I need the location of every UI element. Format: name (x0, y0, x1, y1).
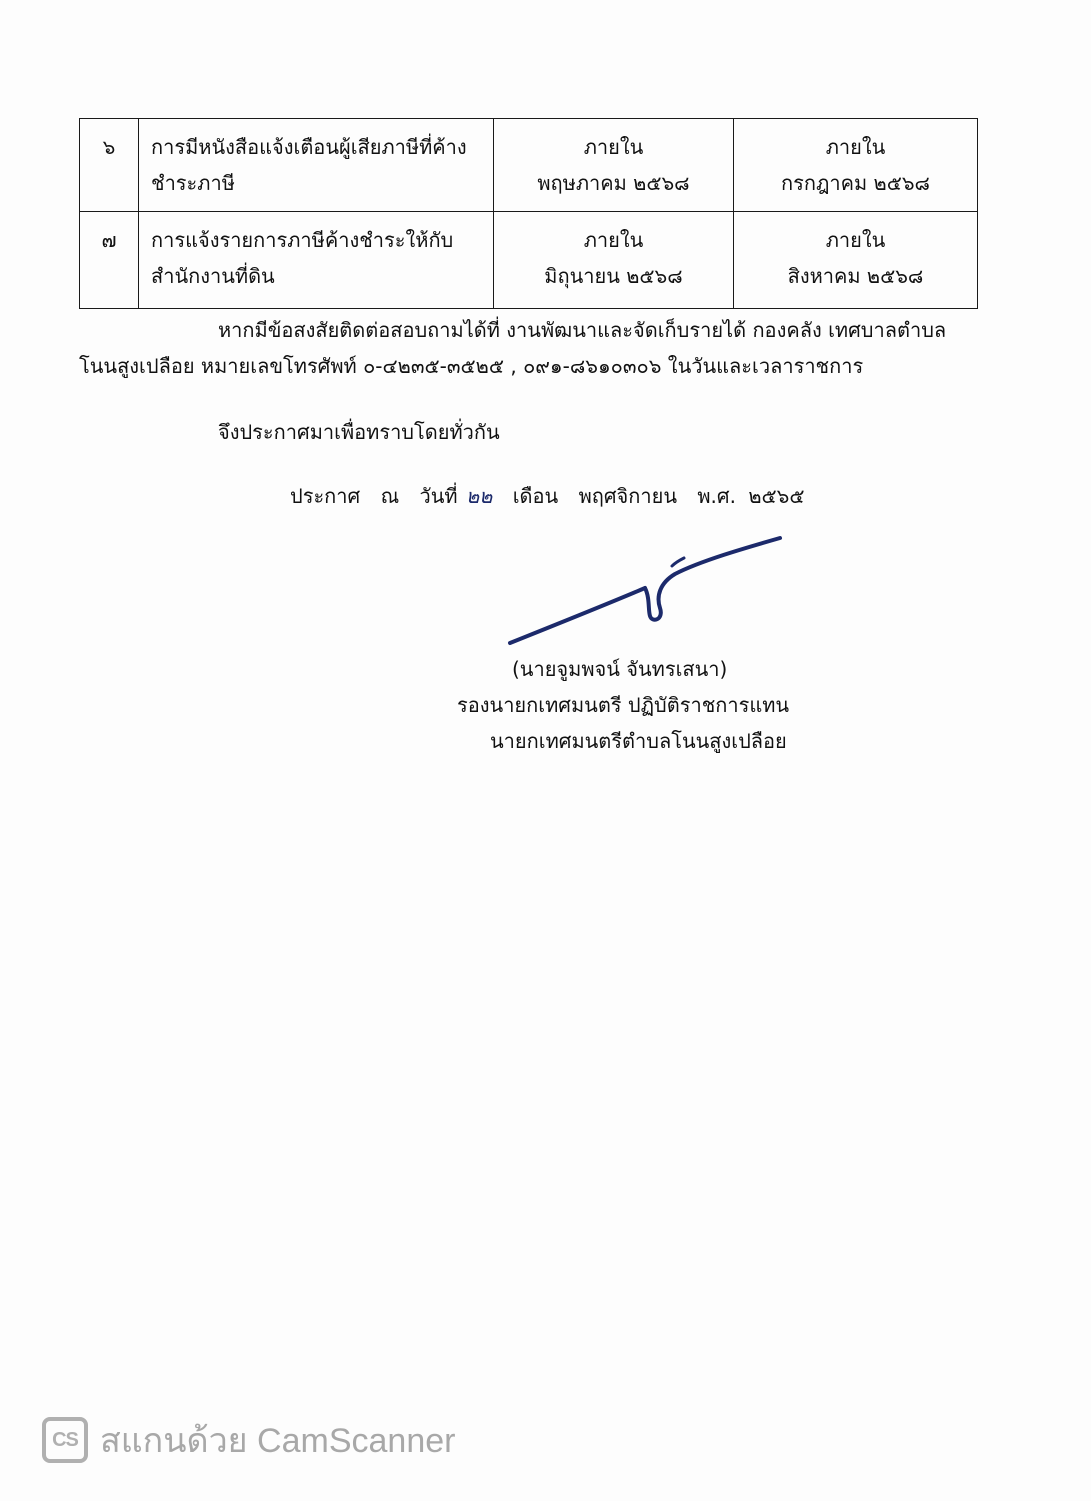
contact-paragraph-line-2: โนนสูงเปลือย หมายเลขโทรศัพท์ ๐-๔๒๓๕-๓๕๒๕ , ๐๙๑-๘๖๑๐๓๐๖ ในวันและเวลาราชการ (79, 354, 864, 378)
signer-position: รองนายกเทศมนตรี ปฏิบัติราชการแทน (457, 693, 790, 717)
date-value: พฤษภาคม ๒๕๖๘ (537, 171, 690, 195)
table-row (80, 212, 978, 309)
date-prefix: ภายใน (825, 228, 886, 252)
announce-at: ณ (380, 484, 400, 508)
handwritten-signature (500, 528, 800, 658)
signer-position-line-2: นายกเทศมนตรีตำบลโนนสูงเปลือย (490, 729, 787, 753)
row-date-end (734, 212, 978, 309)
row-description: การแจ้งรายการภาษีค้างชำระให้กับสำนักงานที่ดิน (139, 212, 494, 309)
announcement-date-line (290, 478, 818, 514)
row-number: ๖ (80, 119, 139, 212)
announce-day-label: วันที่ (419, 484, 458, 508)
date-prefix: ภายใน (583, 228, 644, 252)
announce-prefix: ประกาศ (290, 484, 361, 508)
row-date-start (494, 119, 734, 212)
date-prefix: ภายใน (583, 135, 644, 159)
table-row (80, 119, 978, 212)
signer-name: (นายจูมพจน์ จันทรเสนา) (512, 657, 728, 681)
row-date-end (734, 119, 978, 212)
announce-year-label: พ.ศ. (697, 484, 736, 508)
row-number: ๗ (80, 212, 139, 309)
announce-year: ๒๕๖๕ (748, 484, 805, 508)
contact-paragraph-line-1: หากมีข้อสงสัยติดต่อสอบถามได้ที่ งานพัฒนาและจัดเก็บรายได้ กองคลัง เทศบาลตำบล (218, 318, 947, 342)
date-prefix: ภายใน (825, 135, 886, 159)
date-value: มิถุนายน ๒๕๖๘ (544, 264, 683, 288)
date-value: สิงหาคม ๒๕๖๘ (787, 264, 924, 288)
date-value: กรกฎาคม ๒๕๖๘ (781, 171, 930, 195)
announce-day: ๒๒ (465, 484, 493, 508)
camscanner-watermark (42, 1415, 455, 1465)
row-date-start (494, 212, 734, 309)
watermark-text: สแกนด้วย CamScanner (100, 1422, 456, 1460)
schedule-table (79, 118, 978, 309)
announce-month: พฤศจิกายน (578, 484, 677, 508)
row-description: การมีหนังสือแจ้งเตือนผู้เสียภาษีที่ค้างชำระภาษี (139, 119, 494, 212)
closing-statement: จึงประกาศมาเพื่อทราบโดยทั่วกัน (218, 420, 500, 444)
camscanner-logo-icon: CS (42, 1417, 88, 1463)
announce-month-label: เดือน (512, 484, 559, 508)
